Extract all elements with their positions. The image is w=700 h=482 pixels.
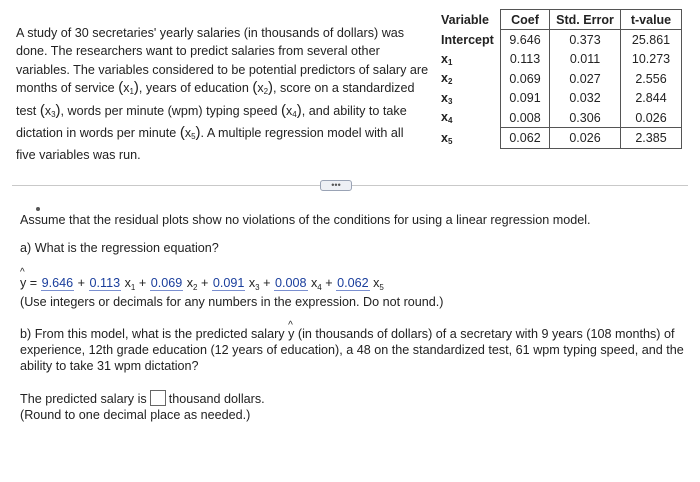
predicted-salary-input[interactable] — [150, 390, 166, 406]
problem-text: , years of education — [138, 81, 249, 96]
answer-b4[interactable]: 0.008 — [274, 276, 307, 290]
header-std-error: Std. Error — [550, 10, 621, 30]
answer-b0[interactable]: 9.646 — [41, 276, 74, 290]
se-cell: 0.027 — [550, 69, 621, 88]
t-cell: 2.556 — [621, 69, 682, 88]
t-cell: 2.844 — [621, 89, 682, 108]
problem-text: dictation in words per minute — [16, 126, 177, 141]
variable-cell: x3 — [441, 90, 453, 106]
question-text: b) From this model, what is the predicted salary — [20, 327, 285, 341]
table-row — [437, 69, 682, 88]
answer-b3[interactable]: 0.091 — [212, 276, 245, 290]
t-cell: 2.385 — [621, 128, 682, 148]
table-row — [437, 30, 682, 50]
problem-text: test — [16, 103, 37, 118]
table-row — [437, 89, 682, 108]
coef-cell: 0.062 — [501, 128, 550, 148]
se-cell: 0.011 — [550, 50, 621, 69]
problem-statement — [16, 24, 446, 165]
se-cell: 0.306 — [550, 108, 621, 128]
problem-text: , and ability to take — [301, 103, 407, 118]
coef-cell: 0.113 — [501, 50, 550, 69]
coef-cell: 0.069 — [501, 69, 550, 88]
y-hat-symbol: ^ y — [20, 276, 26, 290]
predicted-salary-line — [20, 390, 265, 406]
table-row — [437, 128, 682, 148]
assumption-text: Assume that the residual plots show no violations of the conditions for using a linear regression model. — [20, 213, 591, 227]
coef-cell: 0.008 — [501, 108, 550, 128]
problem-line: months of service $(x_1)$, years of education $(x_2)$, score on a standardized — [16, 79, 415, 97]
table-header-row — [437, 10, 682, 30]
expand-more-button[interactable]: ••• — [320, 180, 352, 191]
part-b-note: (Round to one decimal place as needed.) — [20, 408, 251, 422]
answer-unit: thousand dollars. — [168, 392, 265, 406]
variable-cell: x1 — [441, 51, 453, 67]
y-hat-symbol: ^ y — [288, 327, 294, 343]
coef-cell: 9.646 — [501, 30, 550, 50]
variable-cell: x4 — [441, 110, 453, 126]
question-text: (in thousands of dollars) of a secretary with 9 years (108 months) of experience, 12th grade education (12 years of education), a 48 on the standardized test, 61 wpm typing speed, and the ability to take 31 wpm dictation? — [20, 327, 684, 373]
answer-b5[interactable]: 0.062 — [337, 276, 369, 290]
problem-text: , words per minute (wpm) typing speed — [60, 103, 278, 118]
se-cell: 0.026 — [550, 128, 621, 148]
problem-line: dictation in words per minute $(x_5)$. A multiple regression model with all — [16, 124, 404, 142]
problem-text: months of service — [16, 81, 115, 96]
part-a-question: a) What is the regression equation? — [20, 241, 219, 255]
problem-line: variables. The variables considered to be potential predictors of salary are — [16, 62, 429, 77]
answer-label: The predicted salary is — [20, 392, 147, 406]
answer-b1[interactable]: 0.113 — [89, 276, 121, 290]
header-coef: Coef — [501, 10, 550, 30]
problem-text: , score on a standardized — [273, 81, 415, 96]
problem-line: A study of 30 secretaries' yearly salaries (in thousands of dollars) was — [16, 26, 405, 40]
regression-equation: ^ y = 9.646 + 0.113 $x_1 + 0.069$ $x_2 + 0.091$ $x_3 + 0.008$ $x_4 + 0.062$ $x_5$ — [20, 276, 384, 292]
t-cell: 0.026 — [621, 108, 682, 128]
part-a-note: (Use integers or decimals for any numbers in the expression. Do not round.) — [20, 295, 444, 309]
se-cell: 0.373 — [550, 30, 621, 50]
problem-line: test $(x_3)$, words per minute (wpm) typing speed $(x_4)$, and ability to take — [16, 101, 407, 119]
table-row — [437, 50, 682, 69]
t-cell: 10.273 — [621, 50, 682, 69]
header-variable: Variable — [441, 12, 489, 27]
problem-line: five variables was run. — [16, 148, 141, 163]
variable-cell: Intercept — [441, 32, 494, 47]
part-b-question — [20, 327, 690, 374]
problem-line: done. The researchers want to predict salaries from several other — [16, 44, 380, 59]
se-cell: 0.032 — [550, 89, 621, 108]
coef-cell: 0.091 — [501, 89, 550, 108]
variable-cell: x5 — [441, 130, 453, 146]
problem-text: . A multiple regression model with all — [200, 126, 404, 141]
header-t-value: t-value — [621, 10, 682, 30]
bullet-dot — [36, 207, 40, 211]
variable-cell: x2 — [441, 71, 453, 87]
regression-table — [437, 9, 682, 149]
t-cell: 25.861 — [621, 30, 682, 50]
equals-sign: = — [29, 276, 38, 290]
table-row — [437, 108, 682, 128]
answer-b2[interactable]: 0.069 — [150, 276, 183, 290]
